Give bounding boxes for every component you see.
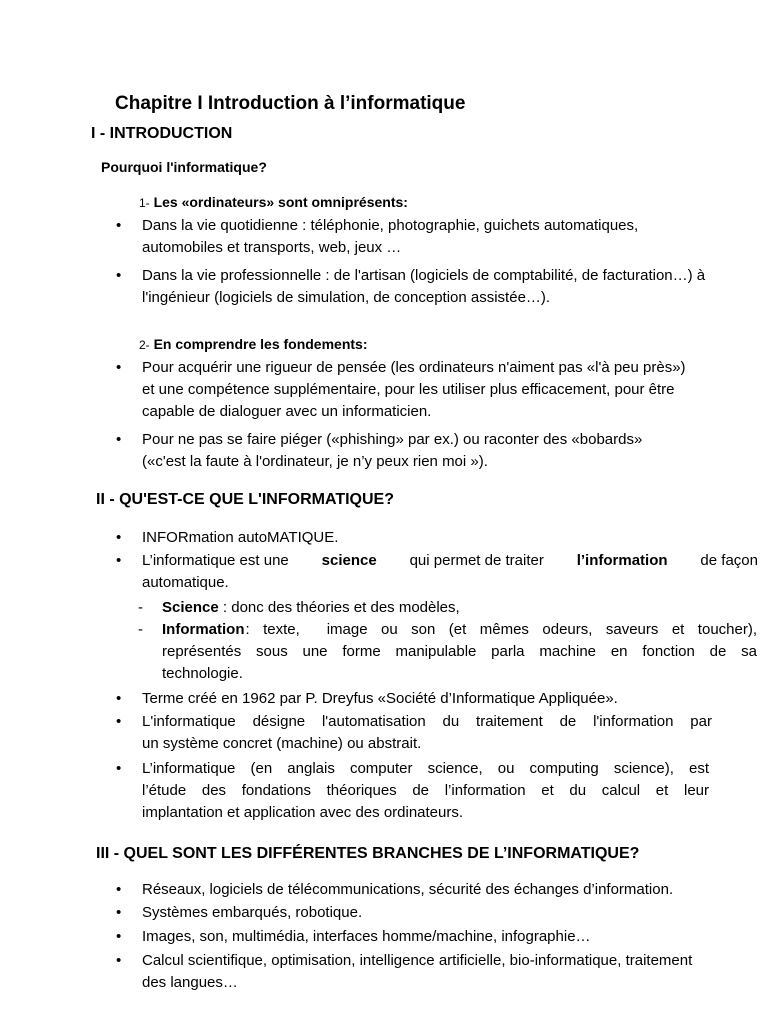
page-title: Chapitre I Introduction à l’informatique: [115, 93, 466, 114]
dash-item: [162, 597, 460, 619]
list-item-line: • L’informatique (en anglais computer science, ou computing science), est: [142, 760, 709, 777]
list-item: [142, 429, 642, 473]
keyword: Science: [162, 599, 219, 616]
list-item-line: [162, 619, 757, 641]
point-2-title: [139, 336, 368, 352]
point-1-number: 1-: [139, 196, 150, 210]
list-item-line: technologie.: [162, 665, 243, 682]
list-item-line: • Pour acquérir une rigueur de pensée (les ordinateurs n'aiment pas «l'à peu près»): [142, 359, 686, 376]
list-item-line: automatique.: [142, 574, 229, 591]
list-item: [142, 550, 758, 594]
list-item: [142, 758, 709, 824]
list-item: [142, 950, 692, 994]
list-item: • Images, son, multimédia, interfaces homme/machine, infographie…: [142, 926, 591, 948]
list-item-line: • Calcul scientifique, optimisation, intelligence artificielle, bio-informatique, traitement: [142, 952, 693, 969]
section-1-heading: I - INTRODUCTION: [91, 125, 233, 142]
inline-text: • L’informatique est une: [142, 552, 293, 569]
list-item-line: • Pour ne pas se faire piéger («phishing» par ex.) ou raconter des «bobards»: [142, 431, 643, 448]
list-item-line: un système concret (machine) ou abstrait.: [142, 735, 422, 752]
list-item: [142, 357, 686, 423]
list-item-line: • Dans la vie quotidienne : téléphonie, photographie, guichets automatiques,: [142, 217, 639, 234]
inline-text: de façon: [696, 552, 758, 569]
keyword-information: l’information: [576, 552, 668, 569]
keyword-science: science: [321, 552, 377, 569]
list-item-line: l’étude des fondations théoriques de l’information et du calcul et leur: [142, 782, 709, 799]
list-item-line: des langues…: [142, 974, 238, 991]
list-item: [142, 215, 638, 259]
section-2-heading: II - QU'EST-CE QUE L'INFORMATIQUE?: [96, 491, 394, 508]
list-item-line: et une compétence supplémentaire, pour les utiliser plus efficacement, pour être: [142, 381, 675, 398]
list-item: • Systèmes embarqués, robotique.: [142, 902, 362, 924]
section-3-heading: III - QUEL SONT LES DIFFÉRENTES BRANCHES DE L’INFORMATIQUE?: [96, 845, 640, 862]
keyword: - Information: [162, 621, 245, 638]
list-item: • Réseaux, logiciels de télécommunications, sécurité des échanges d’information.: [142, 879, 673, 901]
list-item: • INFORmation autoMATIQUE.: [142, 527, 338, 549]
list-item-line: l'ingénieur (logiciels de simulation, de conception assistée…).: [142, 289, 551, 306]
list-item: [142, 711, 712, 755]
list-item-line: capable de dialoguer avec un informaticien.: [142, 403, 432, 420]
list-item: • Terme créé en 1962 par P. Dreyfus «Société d’Informatique Appliquée».: [142, 688, 618, 710]
list-item-line: [142, 550, 758, 572]
inline-text: : texte, image ou son (et mêmes odeurs, saveurs et toucher),: [245, 621, 757, 638]
list-item-line: implantation et application avec des ordinateurs.: [142, 804, 464, 821]
point-2-text: En comprendre les fondements:: [153, 336, 368, 352]
list-item-line: • Dans la vie professionnelle : de l'artisan (logiciels de comptabilité, de facturation…) à: [142, 267, 706, 284]
point-2-number: 2-: [139, 338, 150, 352]
list-item-line: («c'est la faute à l'ordinateur, je n’y peux rien moi »).: [142, 453, 488, 470]
inline-text: qui permet de traiter: [405, 552, 548, 569]
list-item-line: automobiles et transports, web, jeux …: [142, 239, 402, 256]
inline-text: : donc des théories et des modèles,: [218, 599, 460, 616]
list-item-line: représentés sous une forme manipulable parla machine en fonction de sa: [162, 643, 757, 660]
point-1-title: [139, 194, 408, 210]
list-item: [142, 265, 705, 309]
list-item-line: • L'informatique désigne l'automatisation du traitement de l'information par: [142, 713, 712, 730]
dash-item: [162, 619, 757, 685]
point-1-text: Les «ordinateurs» sont omniprésents:: [153, 194, 408, 210]
section-1-subheading: Pourquoi l'informatique?: [101, 159, 267, 175]
